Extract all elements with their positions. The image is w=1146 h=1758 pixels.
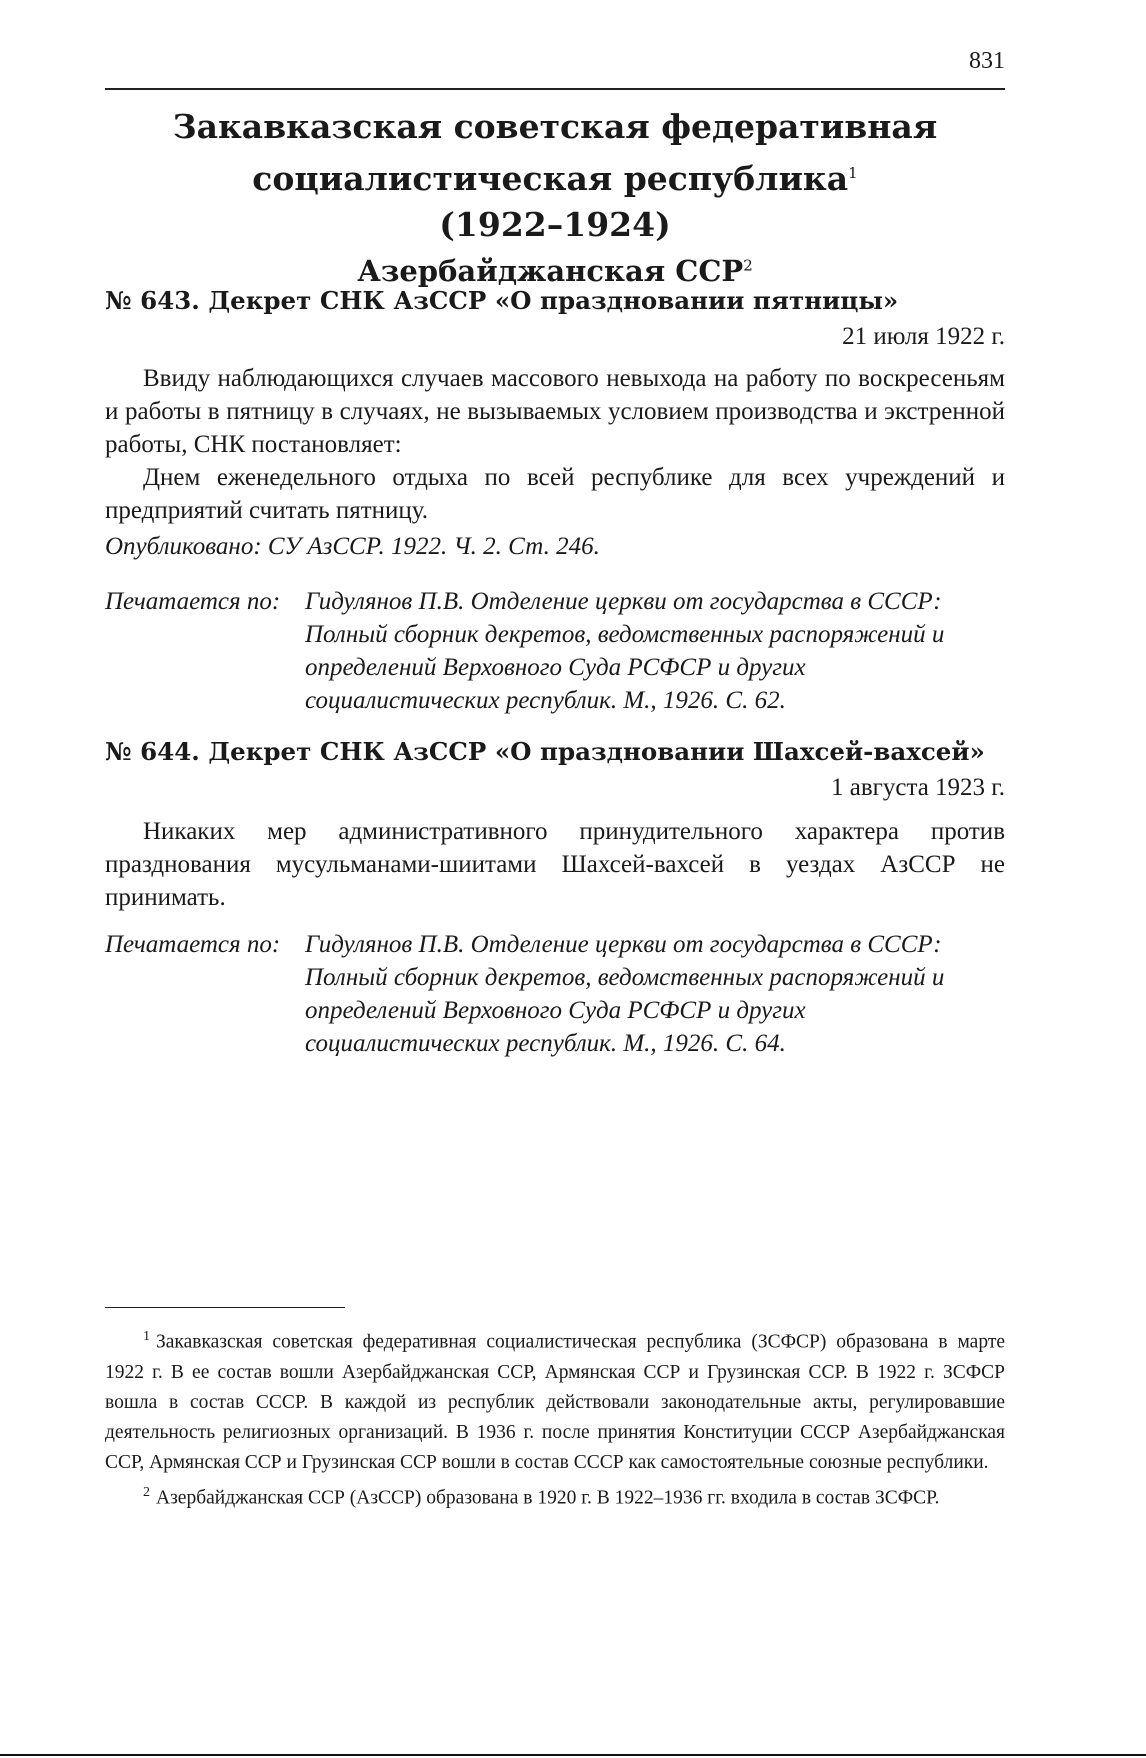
doc-644-source <box>105 928 1005 1060</box>
source-label: Печатается по: <box>105 588 281 615</box>
doc-643-published: Опубликовано: СУ АзССР. 1922. Ч. 2. Ст. 246. <box>105 533 600 560</box>
footnote-rule <box>105 1307 345 1308</box>
chapter-title-line1: Закавказская советская федеративная <box>172 107 938 146</box>
footnote-ref-1[interactable]: 1 <box>848 164 858 182</box>
doc-643-source <box>105 585 1005 717</box>
doc-643-paragraph: Ввиду наблюдающихся случаев массового невыхода на работу по воскресеньям и работы в пятницу в случаях, не вызываемых условием производства и экстренной работы, СНК постановляет: <box>105 365 1005 458</box>
footnote-2 <box>105 1478 1005 1514</box>
footnotes <box>105 1322 1005 1513</box>
chapter-title-line3: (1922–1924) <box>439 205 671 244</box>
source-text: Гидулянов П.В. Отделение церкви от государства в СССР: Полный сборник декретов, ведомственных распоряжений и определений Верховного Суда РСФСР и других социалистических республик. М., 1926. С. 62. <box>305 588 945 714</box>
footnote-mark: 1 <box>143 1329 150 1344</box>
doc-644-body <box>105 815 1005 914</box>
doc-643-body <box>105 362 1005 527</box>
doc-644-paragraph: Никаких мер административного принудительного характера против празднования мусульманами-шиитами Шахсей-вахсей в уездах АзССР не принимать. <box>105 818 1005 911</box>
chapter-title <box>105 104 1005 248</box>
doc-643-paragraph: Днем еженедельного отдыха по всей республике для всех учреждений и предприятий считать пятницу. <box>105 464 1005 524</box>
footnote-1 <box>105 1322 1005 1478</box>
source-label: Печатается по: <box>105 931 281 958</box>
footnote-ref-2[interactable]: 2 <box>743 256 753 275</box>
doc-644-date: 1 августа 1923 г. <box>830 774 1005 801</box>
doc-644-heading: № 644. Декрет СНК АзССР «О праздновании Шахсей-вахсей» <box>105 737 985 766</box>
source-text: Гидулянов П.В. Отделение церкви от государства в СССР: Полный сборник декретов, ведомственных распоряжений и определений Верховного Суда РСФСР и других социалистических республик. М., 1926. С. 64. <box>305 931 945 1057</box>
chapter-title-line2: социалистическая республика$^1$ <box>252 159 858 198</box>
section-title: Азербайджанская ССР$^2$ <box>357 254 753 288</box>
scan-edge <box>0 1754 1146 1756</box>
doc-643-date: 21 июля 1922 г. <box>842 323 1005 350</box>
header-rule <box>105 88 1005 90</box>
footnote-text: Закавказская советская федеративная социалистическая республика (ЗСФСР) образована в марте 1922 г. В ее состав вошли Азербайджанская ССР, Армянская ССР и Грузинская ССР. В 1922 г. ЗСФСР вошла в состав СССР. В каждой из республик действовали законодательные акты, регулировавшие деятельность религиозных организаций. В 1936 г. после принятия Конституции СССР Азербайджанская ССР, Армянская ССР и Грузинская ССР вошли в состав СССР как самостоятельные союзные республики. <box>105 1331 1005 1473</box>
page-number: 831 <box>969 48 1005 74</box>
footnote-text: Азербайджанская ССР (АзССР) образована в 1920 г. В 1922–1936 гг. входила в состав ЗСФСР. <box>156 1487 940 1508</box>
footnote-mark: 2 <box>143 1484 150 1500</box>
doc-643-heading: № 643. Декрет СНК АзССР «О праздновании пятницы» <box>105 286 899 315</box>
